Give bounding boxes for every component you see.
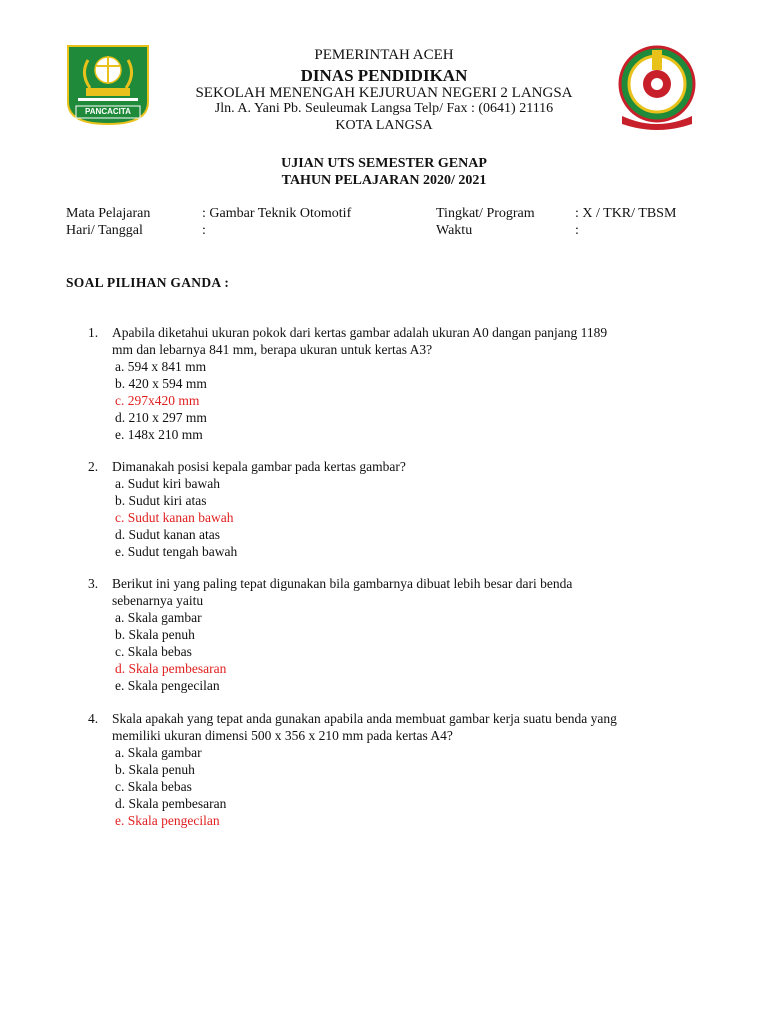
question-stem-line: Skala apakah yang tepat anda gunakan apabila anda membuat gambar kerja suatu benda yang [112,711,617,726]
header-city: KOTA LANGSA [335,118,433,133]
question-stem-line: sebenarnya yaitu [112,593,204,608]
question-stem-line: memiliki ukuran dimensi 500 x 356 x 210 mm pada kertas A4? [112,728,453,743]
option-e: e. Sudut tengah bawah [115,544,238,559]
option-b: b. Sudut kiri atas [115,493,207,508]
option-c: c. Sudut kanan bawah [115,510,234,525]
option-a: a. 594 x 841 mm [115,359,207,374]
level-value: : X / TKR/ TBSM [575,206,677,221]
header-school-name: SEKOLAH MENENGAH KEJURUAN NEGERI 2 LANGSA [195,85,573,101]
option-a: a. Skala gambar [115,745,202,760]
option-b: b. Skala penuh [115,762,195,777]
question-stem-line: mm dan lebarnya 841 mm, berapa ukuran untuk kertas A3? [112,342,433,357]
header-address: Jln. A. Yani Pb. Seuleumak Langsa Telp/ Fax : (0641) 21116 [214,101,554,116]
pancacita-label: PANCACITA [85,107,131,116]
question-stem-line: Apabila diketahui ukuran pokok dari kertas gambar adalah ukuran A0 dangan panjang 1189 [112,325,608,340]
date-label: Hari/ Tanggal [66,223,143,238]
option-c: c. Skala bebas [115,779,192,794]
option-d: d. Skala pembesaran [115,661,227,676]
option-c: c. 297x420 mm [115,393,200,408]
section-title: SOAL PILIHAN GANDA : [66,275,230,290]
option-e: e. Skala pengecilan [115,813,220,828]
option-a: a. Skala gambar [115,610,202,625]
time-value: : [575,223,579,238]
header-department: DINAS PENDIDIKAN [300,66,468,85]
option-b: b. 420 x 594 mm [115,376,207,391]
option-e: e. Skala pengecilan [115,678,220,693]
option-d: d. 210 x 297 mm [115,410,207,425]
exam-year: TAHUN PELAJARAN 2020/ 2021 [281,173,487,188]
subject-value: : Gambar Teknik Otomotif [202,206,352,221]
option-d: d. Sudut kanan atas [115,527,220,542]
question-number: 4. [88,711,99,726]
question-4 [88,710,708,829]
question-number: 2. [88,459,99,474]
question-3 [88,575,708,694]
time-label: Waktu [436,223,473,238]
level-label: Tingkat/ Program [436,206,535,221]
question-1 [88,324,708,443]
question-2 [88,458,708,560]
question-stem-line: Berikut ini yang paling tepat digunakan bila gambarnya dibuat lebih besar dari benda [112,576,573,591]
question-number: 3. [88,576,99,591]
option-e: e. 148x 210 mm [115,427,203,442]
option-c: c. Skala bebas [115,644,192,659]
option-d: d. Skala pembesaran [115,796,227,811]
question-stem-line: Dimanakah posisi kepala gambar pada kertas gambar? [112,459,406,474]
option-a: a. Sudut kiri bawah [115,476,220,491]
exam-title: UJIAN UTS SEMESTER GENAP [281,156,487,171]
question-number: 1. [88,325,99,340]
subject-label: Mata Pelajaran [66,206,151,221]
date-value: : [202,223,206,238]
option-b: b. Skala penuh [115,627,195,642]
header-government: PEMERINTAH ACEH [314,47,454,63]
